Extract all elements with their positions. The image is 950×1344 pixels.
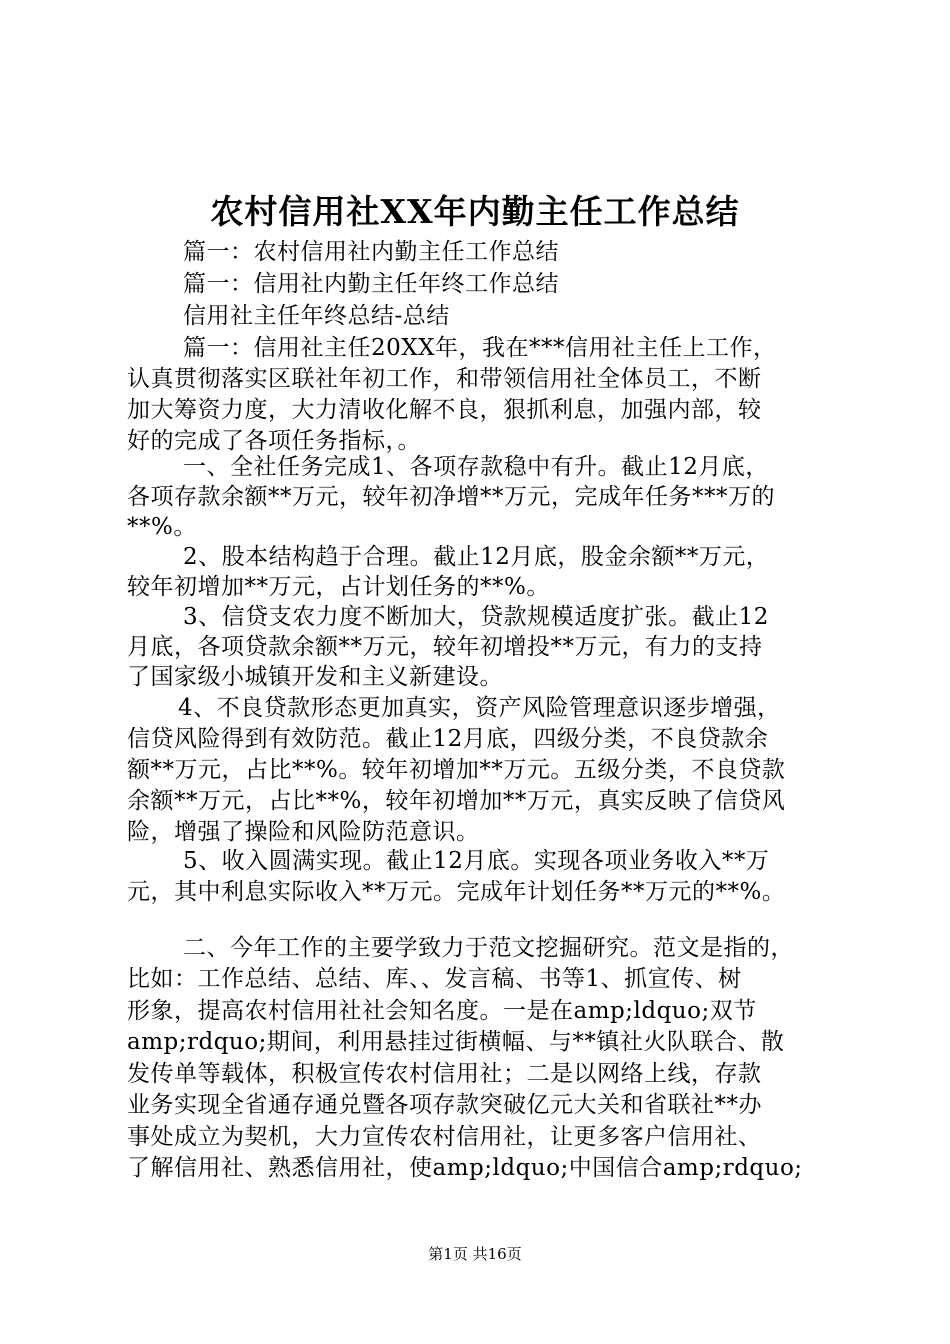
text-line-6: 加大筹资力度，大力清收化解不良，狠抓利息，加强内部，较 — [127, 397, 762, 423]
text-line-7: 好的完成了各项任务指标，。 — [127, 428, 421, 454]
text-line-27: 发传单等载体，积极宣传农村信用社；二是以网络上线，存款 — [127, 1061, 762, 1087]
text-line-19: 余额**万元，占比**%，较年初增加**万元，真实反映了信贷风 — [127, 788, 786, 814]
text-line-25: 形象，提高农村信用社社会知名度。一是在amp;ldquo;双节 — [127, 998, 757, 1024]
text-line-1: 篇一：农村信用社内勤主任工作总结 — [183, 239, 559, 265]
text-line-28: 业务实现全省通存通兑暨各项存款突破亿元大关和省联社**办 — [127, 1092, 762, 1118]
text-line-15: 了国家级小城镇开发和主义新建设。 — [127, 664, 503, 690]
page-number: 第1页 共16页 — [428, 1245, 522, 1263]
text-line-18: 额**万元，占比**%。较年初增加**万元。五级分类，不良贷款 — [127, 757, 786, 783]
text-line-21: 5、收入圆满实现。截止12月底。实现各项业务收入**万 — [183, 848, 770, 874]
text-line-12: 较年初增加**万元，占计划任务的**%。 — [127, 574, 550, 600]
text-line-20: 险，增强了操险和风险防范意识。 — [127, 819, 480, 845]
text-line-5: 认真贯彻落实区联社年初工作，和带领信用社全体员工，不断 — [127, 366, 762, 392]
text-line-23: 二、今年工作的主要学致力于范文挖掘研究。范文是指的， — [183, 935, 794, 961]
document-title: 农村信用社XX年内勤主任工作总结 — [210, 192, 740, 231]
text-line-11: 2、股本结构趋于合理。截止12月底，股金余额**万元， — [183, 544, 770, 570]
text-line-9: 各项存款余额**万元，较年初净增**万元，完成年任务***万的 — [127, 484, 775, 510]
text-line-26: amp;rdquo;期间，利用悬挂过街横幅、与**镇社火队联合、散 — [127, 1029, 785, 1055]
text-line-4: 篇一：信用社主任20XX年，我在***信用社主任上工作， — [183, 335, 777, 361]
text-line-10: **%。 — [127, 514, 197, 540]
text-line-8: 一、全社任务完成1、各项存款稳中有升。截止12月底， — [183, 454, 769, 480]
text-line-17: 信贷风险得到有效防范。截止12月底，四级分类，不良贷款余 — [127, 726, 769, 752]
text-line-22: 元，其中利息实际收入**万元。完成年计划任务**万元的**%。 — [127, 879, 786, 905]
text-line-3: 信用社主任年终总结-总结 — [183, 303, 450, 329]
text-line-14: 月底，各项贷款余额**万元，较年初增投**万元，有力的支持 — [127, 634, 763, 660]
text-line-29: 事处成立为契机，大力宣传农村信用社，让更多客户信用社、 — [127, 1124, 762, 1150]
text-line-2: 篇一：信用社内勤主任年终工作总结 — [183, 271, 559, 297]
text-line-24: 比如：工作总结、总结、库、、发言稿、书等1、抓宣传、树 — [127, 966, 742, 992]
text-line-13: 3、信贷支农力度不断加大，贷款规模适度扩张。截止12 — [183, 604, 769, 630]
text-line-30: 了解信用社、熟悉信用社，使amp;ldquo;中国信合amp;rdquo; — [127, 1155, 803, 1181]
text-line-16: 4、不良贷款形态更加真实，资产风险管理意识逐步增强， — [178, 695, 781, 721]
